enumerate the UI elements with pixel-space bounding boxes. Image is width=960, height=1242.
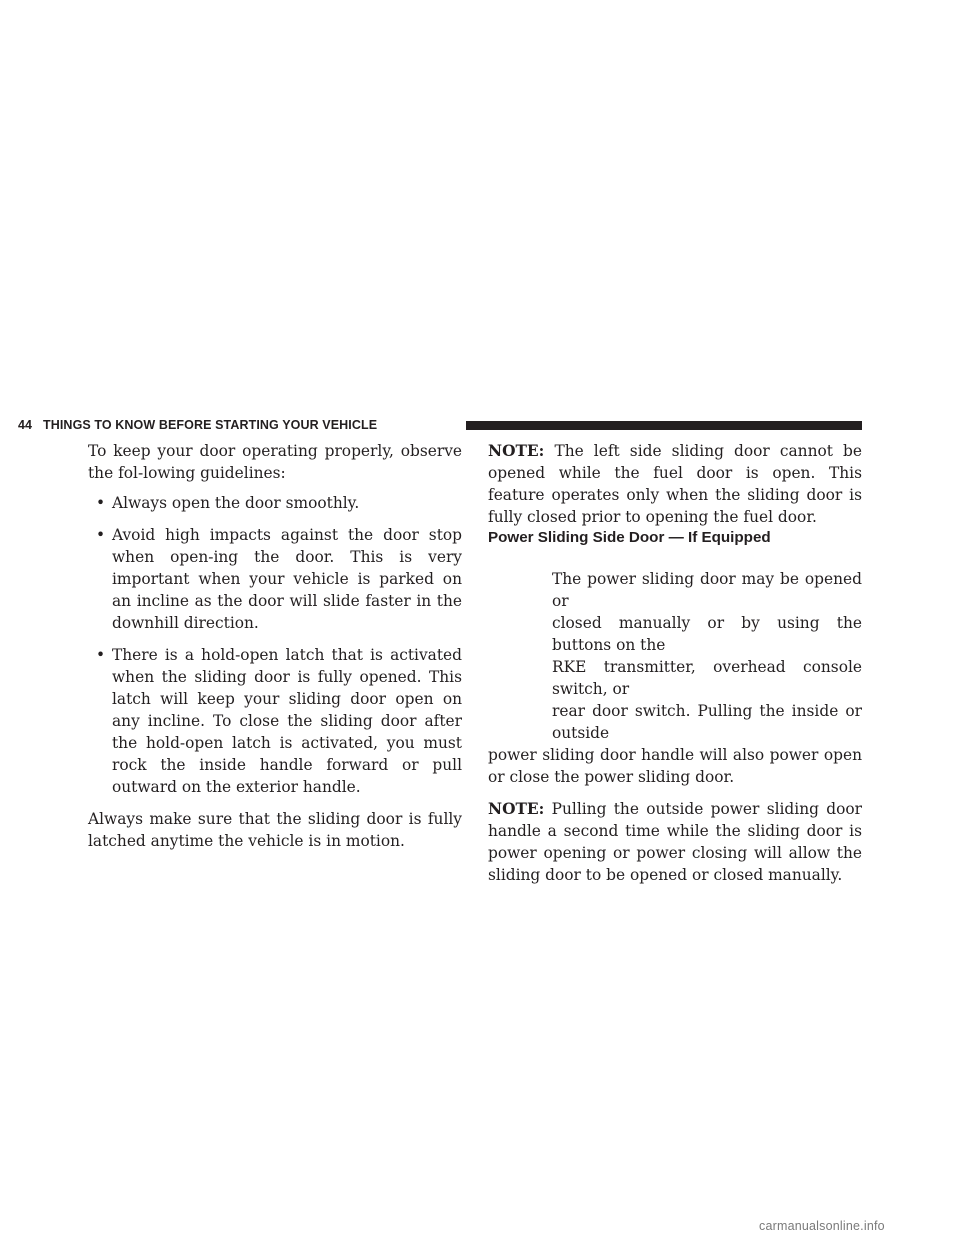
list-item-text: There is a hold-open latch that is activated when the sliding door is fully opened. This latch will keep your sliding door open on any incline. To close the sliding door after the hold-open latch is activated, you must rock the inside handle forward or pull outward on the exterior handle. <box>112 646 462 796</box>
bullet-icon: • <box>96 646 106 664</box>
bullet-icon: • <box>96 526 106 544</box>
page-number: 44 <box>18 418 33 432</box>
bullet-icon: • <box>96 494 106 512</box>
note-text: Pulling the outside power sliding door handle a second time while the sliding door is power opening or power closing will allow the sliding door to be opened or closed manually. <box>488 800 862 884</box>
header-rule-bar <box>466 421 862 430</box>
note-text: The left side sliding door cannot be opened while the fuel door is open. This feature operates only when the sliding door is fully closed prior to opening the fuel door. <box>488 442 862 526</box>
section-heading: Power Sliding Side Door — If Equipped <box>488 529 771 546</box>
list-item-text: Avoid high impacts against the door stop when open-ing the door. This is very important when your vehicle is parked on an incline as the door will slide faster in the downhill direction. <box>112 526 462 632</box>
power-door-paragraph <box>488 568 862 788</box>
list-item <box>88 524 462 634</box>
list-item <box>88 644 462 798</box>
paragraph-continuation: power sliding door handle will also power open or close the power sliding door. <box>488 746 862 786</box>
intro-paragraph: To keep your door operating properly, observe the fol-lowing guidelines: <box>88 442 462 482</box>
indented-line: The power sliding door may be opened or <box>552 570 862 610</box>
indented-line: RKE transmitter, overhead console switch, or <box>552 658 862 698</box>
indented-line: rear door switch. Pulling the inside or outside <box>552 702 862 742</box>
left-column <box>88 440 462 852</box>
guidelines-list <box>88 492 462 798</box>
page-header <box>0 416 862 436</box>
note-label: NOTE: <box>488 442 545 460</box>
section-title: THINGS TO KNOW BEFORE STARTING YOUR VEHICLE <box>43 418 378 432</box>
watermark-text: carmanualsonline.info <box>759 1219 885 1233</box>
list-item <box>88 492 462 514</box>
indented-line: closed manually or by using the buttons on the <box>552 614 862 654</box>
note-paragraph <box>488 440 862 528</box>
note-label: NOTE: <box>488 800 545 818</box>
note-paragraph <box>488 798 862 886</box>
closing-paragraph: Always make sure that the sliding door is fully latched anytime the vehicle is in motion. <box>88 810 462 850</box>
list-item-text: Always open the door smoothly. <box>112 494 360 512</box>
right-column <box>488 440 862 886</box>
